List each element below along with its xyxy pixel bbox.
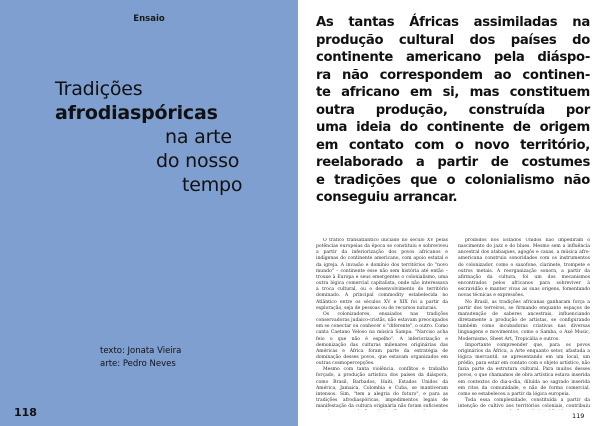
body-column-left (316, 238, 448, 410)
page-number: 118 (14, 406, 37, 419)
article-title-line: do nosso (156, 150, 240, 172)
headline-line: em contato com o novo território, (316, 137, 590, 153)
headline-line: uma ideia do continente de origem (316, 120, 590, 135)
right-page (300, 0, 600, 426)
credit-art: arte: Pedro Neves (100, 359, 176, 369)
headline-line: te africano em si, mas constituem (316, 85, 590, 100)
body-paragraph: Importante compreender que, para os povos originários da África, a Arte enquanto setor, afastada a lógica mercantil, se apresentando em um local, um prédio, para estar em contato com o objeto artístico, não fazia parte da estrutura cultural. Para muitos desses povos, o que chamamos de obra artística estava inserida em contextos do dia-a-dia, diluída ao sagrado inserida em ritos da comunidade, e não de forma comercial, como se estabeleceu a partir da lógica europeia. (458, 342, 590, 397)
article-title-line: tempo (182, 174, 243, 196)
headline-line: produção cultural dos países do (316, 32, 590, 48)
body-paragraph: proibidos nos Estados Unidos não impediram o nascimento do jazz e do blues. Mesmo sem a influência ancestral dos atabaques, agogôs e caxas, a música afro-americana construiu sonoridades com os instrumentos do colonizador, como o saxofone, clarinete, trompete e outros metais. A reorganização sonora, a partir da afirmação da cultura, foi um dos mecanismos encontrados pelos africanos para sobreviver à escravidão e manter vivas as suas origens, fomentando novas técnicas e expressões. (458, 238, 590, 299)
body-paragraph: Toda essa complexidade, constituída a partir da intenção de cultivo aos territórios coloniais, contribuiu (458, 398, 590, 410)
body-paragraph: No Brasil, as tradições africanas ganharam força a partir dos terreiros, se firmando enquanto espaços de manutenção de saberes ancestrais, influenciando diretamente a produção de artistas, se configurando também como incubadoras criativas nas diversas linguagens e movimentos, como o Samba, o Axé Music, Modernismo, Sheet Art, Tropicália e outros. (458, 299, 590, 342)
body-paragraph: O tráfico transatlântico iniciado no século XV pelas potências europeias da época se constituiu e sobreviveu a partir da inferiorização dos povos africanos e indígenas do continente americano, com apoio estatal e da igreja. A invasão e domínio dos territórios do "novo mundo" – continente esse não sem história até então – trouxe à Europa e seus emergentes o colonialismo, uma outra lógica comercial capitalista, onde não interessava a troca cultural, ou o desenvolvimento do território dominado. A principal commodity estabelecida no Atlântico entre os séculos XV e XIX foi a partir da exploração, seja de pessoas ou de recursos naturais. (316, 238, 448, 311)
headline-line: conseguiu arrancar. (316, 190, 458, 205)
article-title-line: Tradições (55, 78, 143, 100)
article-title-line: na arte (165, 126, 232, 148)
headline-line: outra produção, construída por (316, 102, 590, 118)
headline-line: e tradições que o colonialismo não (316, 172, 590, 188)
credit-text: texto: Jonata Vieira (100, 346, 182, 356)
headline-line: reelaborado a partir de costumes (316, 155, 590, 170)
left-page (0, 0, 298, 426)
headline-line: ra não correspondem ao continen- (316, 67, 590, 83)
section-label: Ensaio (133, 14, 165, 24)
body-column-right (458, 238, 590, 410)
headline-line: continente americano pela diáspo- (316, 50, 590, 65)
page-number: 119 (572, 412, 585, 420)
article-title-line: afrodiaspóricas (55, 102, 218, 124)
body-paragraph: Mesmo com tanta violência, conflitos e trabalho forçado, a produção artística dos países da diáspora, como Brasil, Barbados, Haiti, Estados Unidos da América, Jamaica, Colombia e Cuba, se mantiveram intensos. Sim, "tem a alegria do futuro", e para as tradições afrodiaspóricas, impedimentos legais de manifestação da cultura originária não foram suficientes (316, 367, 448, 410)
headline-line: As tantas Áfricas assimiladas na (316, 15, 590, 30)
body-paragraph: Os colonizadores, ensaiados nas tradições conservadoras judaico-cristãs, não estavam preocupados em se conectar ou conhecer o "diferente", o outro. Como canta Caetano Veloso na música Sampa: "Narciso acha feio o que não é espelho". A inferiorização e demonização das culturas milenares originárias das Américas e África foram parte da estratégia de dominação desses povos, que estavam organizados em outras cosmopercepções. (316, 311, 448, 367)
